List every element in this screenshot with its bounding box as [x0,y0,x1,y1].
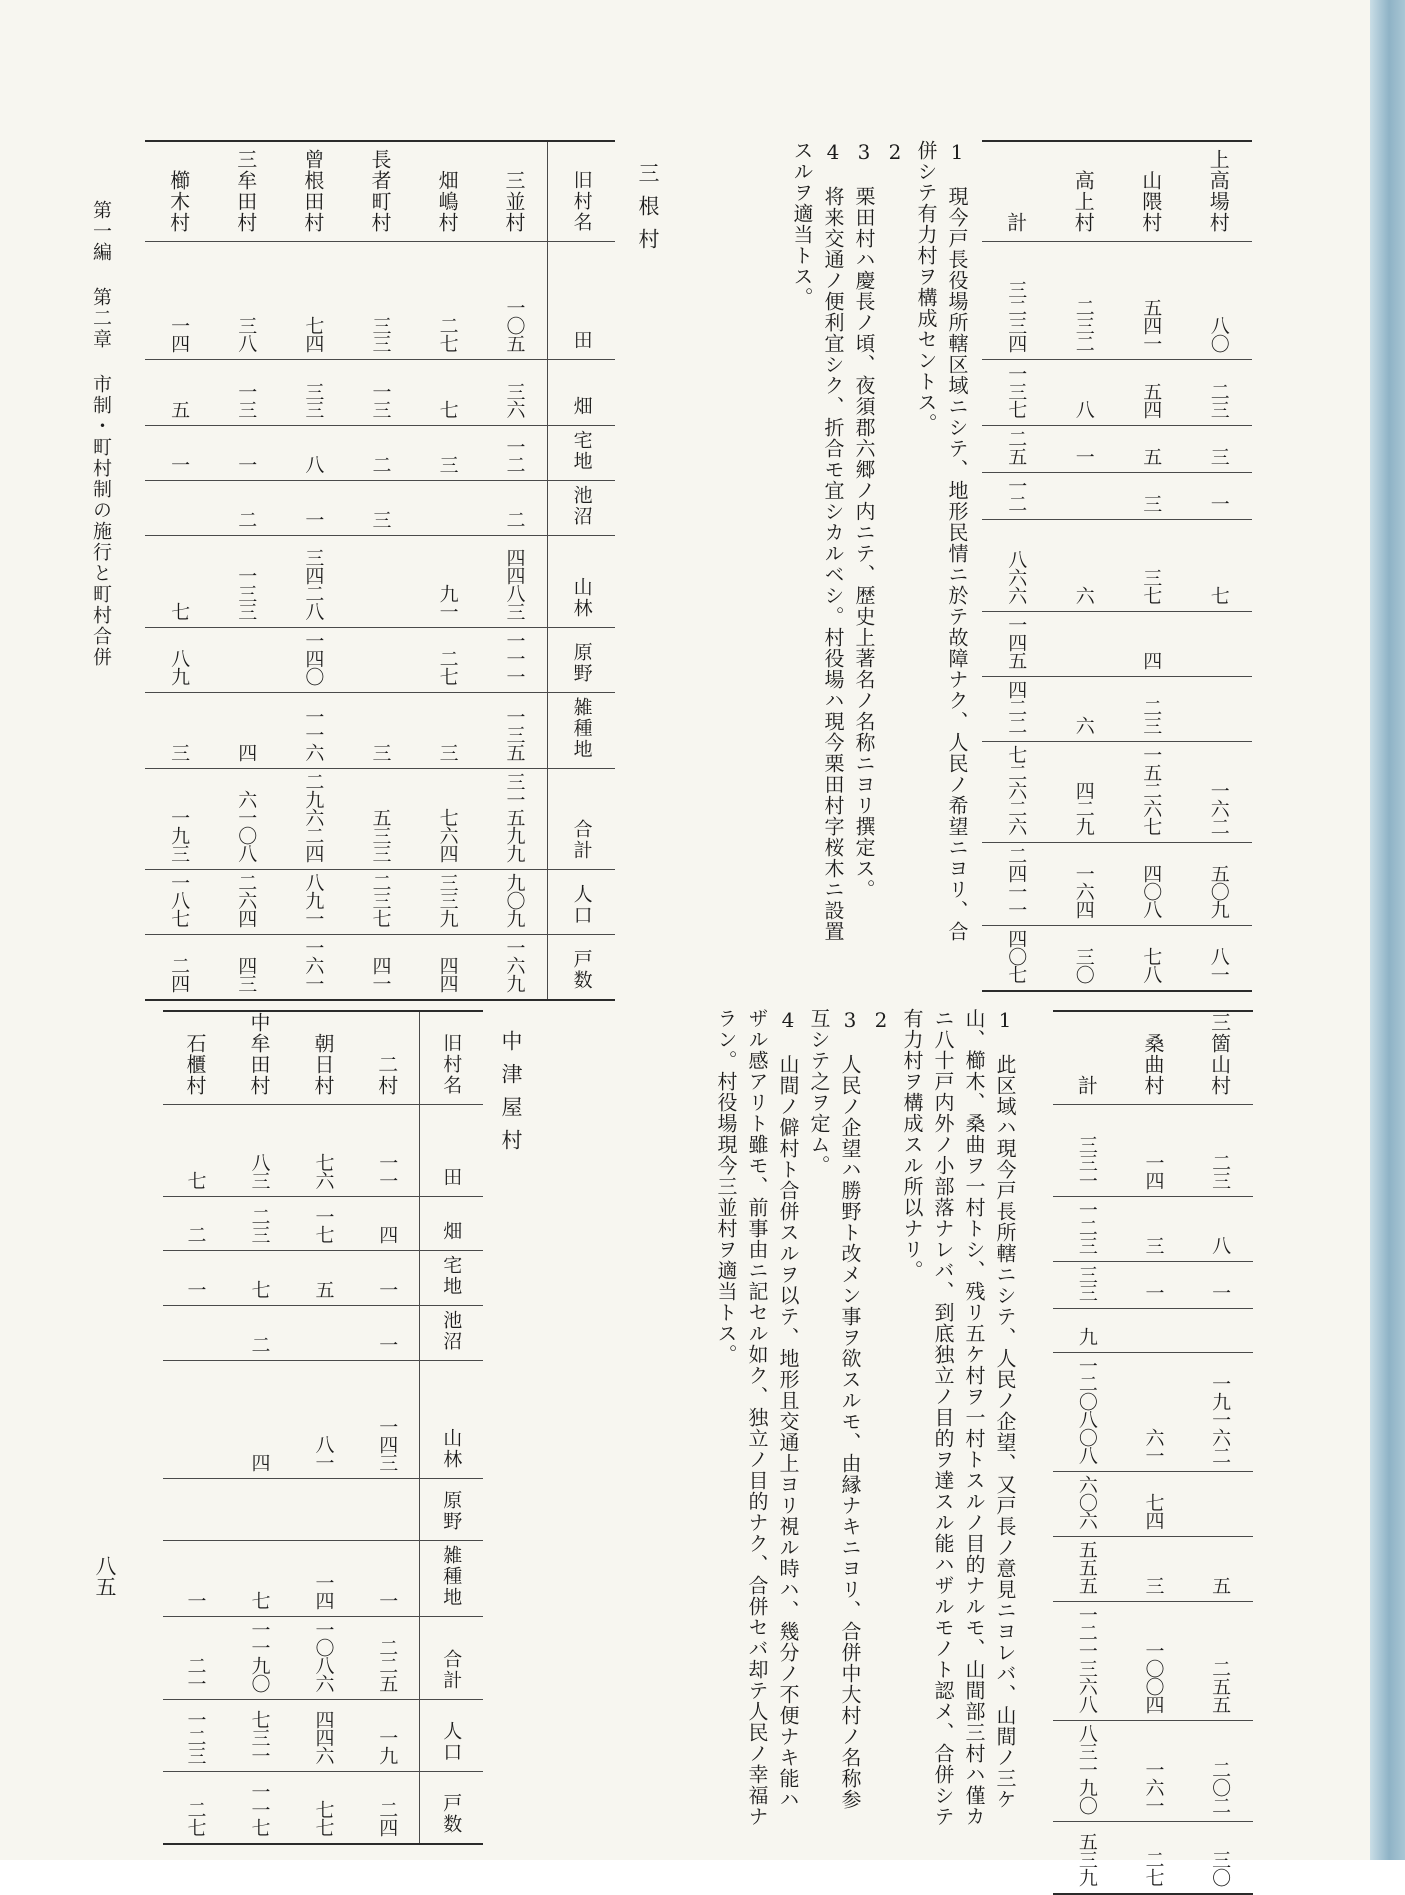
table-cell: 二 [369,454,392,473]
table-cell: 一 [184,1591,207,1609]
village-name: 計 [1074,1075,1099,1096]
table-cell: 六 [1072,715,1095,734]
lower-village-title: 中津屋村 [499,1030,523,1162]
table-cell: 二 [184,1225,207,1243]
table-cell: 三三 [1075,1265,1098,1301]
table-cell: 四 [376,1225,399,1243]
table-cell: 一一一 [503,630,526,685]
lower-village-table [163,1010,483,1845]
table-cell: 五四一 [1140,297,1163,352]
row-header-label: 合計 [570,818,593,861]
village-name: 畑嶋村 [435,169,460,233]
table-cell: 一二 [1005,475,1028,512]
table-cell: 一 [1072,446,1095,465]
table-cell: 七三一 [248,1710,271,1764]
note-number: 3 [838,1008,862,1033]
note-number: 2 [883,140,907,165]
row-header-label: 戸数 [440,1792,463,1835]
table-cell: 三二三四 [1005,279,1028,352]
note-item [710,1008,803,1828]
table-cell: 七八 [1140,946,1163,983]
note-number: 2 [869,1008,893,1033]
table-cell: 八 [302,454,325,473]
table-cell: 一六一 [1142,1760,1165,1814]
table-cell: 三六 [503,381,526,418]
table-cell: 一四三 [376,1417,399,1471]
village-name: 山隈村 [1138,169,1163,233]
table-cell: 二三 [1209,1153,1232,1189]
table-cell: 一一 [376,1153,399,1189]
table-cell: 三三一 [1075,1135,1098,1189]
table-cell: 九 [1075,1327,1098,1345]
table-cell: 一一七 [248,1781,271,1836]
table-cell: 三 [1207,446,1230,465]
row-header-label: 山林 [570,576,593,619]
row-header-label: 原野 [440,1490,463,1532]
row-header-label: 池沼 [440,1310,463,1352]
table-cell: 九〇九 [503,872,526,927]
table-cell: 一二 [503,436,526,473]
table-cell: 七 [1207,585,1230,604]
table-cell: 一 [302,509,325,528]
village-name: 長者町村 [367,148,392,233]
note-item [896,1008,1020,1828]
village-name: 二村 [374,1054,399,1096]
table-cell: 四四 [436,955,459,992]
table-cell: 七四 [302,315,325,352]
table-cell: 四 [1140,650,1163,669]
table-cell: 五五五 [1075,1540,1098,1594]
table-cell: 二〇二 [1209,1760,1232,1814]
table-cell: 一 [1209,1283,1232,1301]
table-cell: 五四 [1140,381,1163,418]
table-cell: 一 [376,1280,399,1298]
note-number: 1 [993,1008,1017,1033]
table-cell: 二 [235,509,258,528]
table-cell: 三 [168,742,191,761]
table-cell: 二三二 [1072,297,1095,352]
table-cell: 一〇八六 [312,1620,335,1692]
row-header-label: 宅地 [440,1255,463,1297]
table-cell: 一四〇 [302,630,325,685]
table-cell: 四 [248,1453,271,1471]
table-cell: 四一 [369,955,392,992]
table-cell: 一一六 [302,706,325,761]
table-cell: 三三 [369,315,392,352]
village-name: 石櫃村 [183,1033,207,1096]
table-cell: 四四八三 [503,547,526,620]
table-cell: 七四 [1142,1493,1165,1529]
note-text [869,1054,893,1075]
table-cell: 一一九〇 [248,1620,271,1692]
table-cell: 二三 [1207,381,1230,418]
table-cell: 一八七 [168,872,191,927]
table-cell: 二五五 [1209,1659,1232,1713]
row-header-label: 人口 [570,883,593,926]
table-cell: 四三 [235,955,258,992]
row-header-label: 雑種地 [440,1545,463,1608]
table-cell: 五 [1209,1576,1232,1594]
row-header-label: 池沼 [570,484,593,527]
row-header-label: 原野 [570,641,593,684]
village-name: 中牟田村 [247,1012,271,1096]
table-cell: 三 [1142,1576,1165,1594]
note-item [803,1008,865,1828]
table-cell: 二九六二四 [302,771,325,862]
note-text: 山間ノ僻村ト合併スルヲ以テ、地形且交通上ヨリ視ル時ハ、幾分ノ不便ナキ能ハザル感アリト雖モ、前事由ニ記セル如ク、独立ノ目的ナク、合併セバ却テ人民ノ幸福ナラン。村役場現今三並村ヲ適当トス。 [714,1008,800,1827]
table-cell: 二四 [168,955,191,992]
note-text: 人民ノ企望ハ勝野ト改メン事ヲ欲スルモ、由縁ナキニヨリ、合併中大村ノ名称参互シテ之ヲ定ム。 [807,1008,862,1810]
village-name: 高上村 [1071,169,1096,233]
table-cell: 五 [312,1280,335,1298]
village-name: 計 [1003,211,1028,233]
table-cell: 二四 [376,1799,399,1836]
table-cell: 三〇 [1072,946,1095,983]
note-number: 4 [821,140,845,165]
table-cell: 一三三 [235,565,258,620]
table-cell: 八〇 [1207,315,1230,352]
table-cell: 一二三 [184,1710,207,1764]
table-cell: 四〇七 [1005,928,1028,983]
note-text: 現今戸長役場所轄区域ニシテ、地形民情ニ於テ故障ナク、人民ノ希望ニヨリ、合併シテ有力村ヲ構成セントス。 [914,140,969,942]
table-cell: 三七 [1140,567,1163,604]
table-cell: 八九 [168,648,191,685]
table-cell: 一二三 [1075,1200,1098,1254]
table-cell: 一二〇八〇八 [1075,1356,1098,1464]
table-cell: 二一 [184,1656,207,1692]
note-number: 4 [776,1008,800,1033]
table-cell: 六一〇八 [235,789,258,862]
upper-summary-table [982,140,1252,992]
note-text: 此区域ハ現今戸長所轄ニシテ、人民ノ企望、又戸長ノ意見ニヨレバ、山間ノ三ケ山、櫛木、桑曲ヲ一村トシ、残リ五ケ村ヲ一村トスルノ目的ナルモ、山間部三村ハ僅カニ八十戸内外ノ小部落ナレバ、到底独立ノ目的ヲ達スル能ハザルモノト認メ、合併シテ有力村ヲ構成スル所以ナリ。 [900,1008,1017,1827]
table-cell: 四二九 [1072,780,1095,835]
table-cell: 一四 [168,315,191,352]
table-cell: 七六四 [436,807,459,862]
note-number: 1 [945,140,969,165]
table-cell: 八三一九〇 [1075,1724,1098,1814]
table-cell: 三一五九九 [503,771,526,862]
table-cell: 一六二 [1207,780,1230,835]
column-header-label: 旧村名 [440,1033,463,1096]
table-cell: 二五 [1005,428,1028,465]
note-number: 3 [852,140,876,165]
table-cell: 八 [1209,1236,1232,1254]
table-cell: 一六九 [503,937,526,992]
table-cell: 七 [436,399,459,418]
table-cell: 五 [168,399,191,418]
row-header-label: 山林 [440,1428,463,1470]
table-cell: 二七 [436,648,459,685]
table-cell: 二七 [1142,1849,1165,1886]
table-cell: 一四五 [1005,614,1028,669]
table-cell: 七 [248,1591,271,1609]
table-cell: 二 [503,509,526,528]
table-cell: 七二六二六 [1005,744,1028,835]
village-name: 朝日村 [311,1033,335,1096]
table-cell: 七六 [312,1153,335,1189]
table-cell: 二七 [184,1799,207,1836]
table-cell: 一〇五 [503,297,526,352]
table-cell: 三 [436,742,459,761]
table-cell: 一 [1207,493,1230,512]
upper-village-title: 三根村 [636,162,660,261]
note-item [879,140,910,960]
upper-village-table [145,140,615,1001]
table-cell: 八九一 [302,872,325,927]
table-cell: 三三 [302,381,325,418]
row-header-label: 雑種地 [570,696,593,760]
table-cell: 三〇 [1209,1849,1232,1886]
table-cell: 五三九 [1075,1831,1098,1886]
table-cell: 五〇九 [1207,863,1230,918]
note-item [865,1008,896,1828]
table-cell: 八六六 [1005,549,1028,604]
table-cell: 三 [1140,493,1163,512]
table-cell: 六一 [1142,1428,1165,1464]
table-cell: 三 [369,509,392,528]
village-name: 三並村 [502,169,527,233]
page-number: 八五 [93,1555,117,1597]
table-cell: 六〇六 [1075,1475,1098,1529]
table-cell: 二二五 [376,1638,399,1692]
table-cell: 二六四 [235,872,258,927]
village-name: 曾根田村 [300,148,325,233]
village-name: 上高場村 [1206,148,1231,233]
table-cell: 一三 [235,381,258,418]
table-cell: 九一 [436,583,459,620]
note-text: 将来交通ノ便利宜シク、折合モ宜シカルベシ。村役場ハ現今栗田村字桜木ニ設置スルヲ適当トス。 [790,140,845,942]
row-header-label: 畑 [570,395,593,417]
lower-summary-table [1053,1010,1253,1895]
table-cell: 八三 [248,1153,271,1189]
table-cell: 一 [376,1591,399,1609]
table-cell: 一九 [376,1728,399,1764]
table-cell: 一九三 [168,807,191,862]
table-cell: 一六一 [302,937,325,992]
note-text: 栗田村ハ慶長ノ頃、夜須郡六郷ノ内ニテ、歴史上著名ノ名称ニヨリ撰定ス。 [852,186,876,900]
row-header-label: 畑 [440,1221,463,1242]
table-cell: 二七 [436,315,459,352]
table-cell: 八一 [1207,946,1230,983]
table-cell: 三 [436,454,459,473]
table-cell: 五 [1140,446,1163,465]
row-header-label: 宅地 [570,429,593,472]
table-cell: 七 [248,1280,271,1298]
table-cell: 三三九 [436,872,459,927]
note-text [883,186,907,207]
lower-notes [600,1008,1020,1828]
table-cell: 一三七 [1005,363,1028,418]
table-cell: 一四 [312,1573,335,1609]
row-header-label: 人口 [440,1721,463,1763]
table-cell: 二三 [248,1207,271,1243]
table-cell: 一二一三六八 [1075,1605,1098,1713]
table-cell: 三 [369,742,392,761]
column-header-label: 旧村名 [570,169,593,233]
row-header-label: 戸数 [570,948,593,991]
table-cell: 六 [1072,585,1095,604]
table-cell: 二 [248,1335,271,1353]
village-name: 桑曲村 [1140,1033,1165,1096]
table-cell: 四二二 [1005,679,1028,734]
running-header: 第一編 第二章 市制・町村制の施行と町村合併 [90,200,112,668]
table-cell: 一三 [369,381,392,418]
table-cell: 八一 [312,1435,335,1471]
table-cell: 一五二六七 [1140,744,1163,835]
table-cell: 七 [168,601,191,620]
table-cell: 三八 [235,315,258,352]
table-cell: 四四六 [312,1710,335,1764]
row-header-label: 田 [440,1167,463,1188]
table-cell: 二三七 [369,872,392,927]
page-edge [1370,0,1405,1860]
row-header-label: 田 [570,329,593,351]
table-cell: 一四 [1142,1153,1165,1189]
table-cell: 一 [376,1335,399,1353]
table-cell: 一 [184,1280,207,1298]
table-cell: 五三三 [369,807,392,862]
table-cell: 七 [184,1171,207,1189]
table-cell: 三四二八 [302,547,325,620]
table-cell: 三 [1142,1236,1165,1254]
table-cell: 八 [1072,399,1095,418]
table-cell: 四〇八 [1140,863,1163,918]
village-name: 三箇山村 [1207,1012,1232,1096]
table-cell: 二四一一 [1005,845,1028,918]
table-cell: 一 [168,454,191,473]
table-cell: 一六四 [1072,863,1095,918]
upper-notes [682,140,972,960]
table-cell: 四 [235,742,258,761]
note-item [786,140,848,960]
table-cell: 一 [235,454,258,473]
row-header-label: 合計 [440,1649,463,1691]
table-cell: 一 [1142,1283,1165,1301]
note-item [848,140,879,960]
note-item [910,140,972,960]
table-cell: 一九一六二 [1209,1374,1232,1464]
table-cell: 二三 [1140,697,1163,734]
village-name: 櫛木村 [166,169,191,233]
table-cell: 一三五 [503,706,526,761]
village-name: 三牟田村 [233,148,258,233]
table-cell: 一七 [312,1207,335,1243]
table-cell: 七七 [312,1799,335,1836]
table-cell: 一〇〇四 [1142,1641,1165,1713]
